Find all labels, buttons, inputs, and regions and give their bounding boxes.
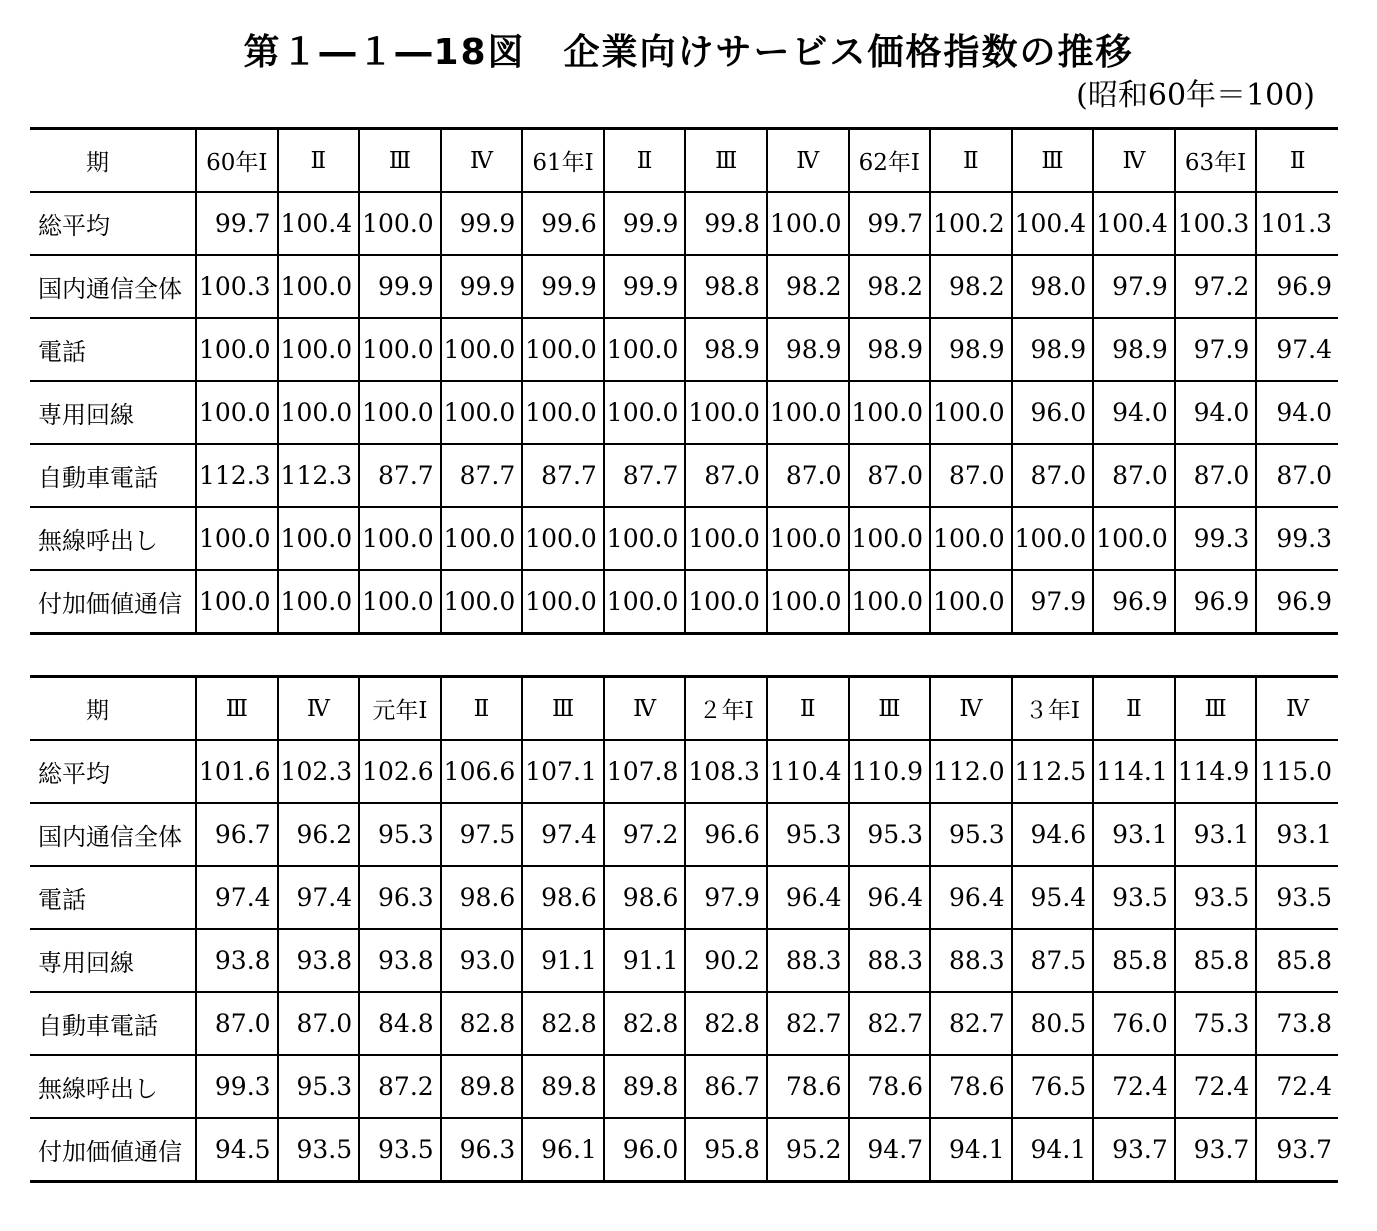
index-value: 72.4 (1175, 1055, 1257, 1118)
index-value: 107.8 (604, 740, 686, 803)
index-value: 100.0 (359, 318, 441, 381)
index-value: 94.0 (1093, 381, 1175, 444)
header-row (30, 129, 1338, 193)
index-value: 100.0 (767, 381, 849, 444)
index-value: 82.8 (685, 992, 767, 1055)
period-header: Ⅲ (196, 677, 278, 741)
index-value: 95.8 (685, 1118, 767, 1182)
index-value: 76.5 (1012, 1055, 1094, 1118)
period-header: Ⅲ (1012, 129, 1094, 193)
index-value: 96.1 (522, 1118, 604, 1182)
index-value: 87.0 (849, 444, 931, 507)
index-value: 96.4 (767, 866, 849, 929)
index-value: 100.0 (196, 318, 278, 381)
table-row (30, 318, 1338, 381)
row-label: 無線呼出し (30, 1055, 196, 1118)
index-value: 100.0 (359, 570, 441, 634)
index-value: 82.8 (604, 992, 686, 1055)
index-value: 80.5 (1012, 992, 1094, 1055)
index-value: 96.3 (441, 1118, 523, 1182)
index-value: 97.5 (441, 803, 523, 866)
index-value: 99.9 (441, 192, 523, 255)
index-value: 87.0 (1256, 444, 1338, 507)
period-header: 63年Ⅰ (1175, 129, 1257, 193)
index-value: 99.9 (604, 255, 686, 318)
index-value: 100.0 (196, 381, 278, 444)
index-value: 110.4 (767, 740, 849, 803)
index-value: 87.7 (604, 444, 686, 507)
index-value: 95.4 (1012, 866, 1094, 929)
period-header: Ⅳ (604, 677, 686, 741)
index-value: 97.4 (278, 866, 360, 929)
index-value: 97.4 (196, 866, 278, 929)
index-value: 98.9 (767, 318, 849, 381)
index-value: 100.0 (849, 381, 931, 444)
index-value: 102.6 (359, 740, 441, 803)
index-value: 89.8 (604, 1055, 686, 1118)
index-value: 88.3 (930, 929, 1012, 992)
row-label: 付加価値通信 (30, 570, 196, 634)
index-value: 99.3 (1256, 507, 1338, 570)
index-value: 100.0 (767, 570, 849, 634)
index-value: 97.2 (604, 803, 686, 866)
period-header: Ⅳ (278, 677, 360, 741)
index-value: 114.9 (1175, 740, 1257, 803)
index-value: 99.7 (196, 192, 278, 255)
index-value: 87.0 (278, 992, 360, 1055)
index-value: 97.9 (1093, 255, 1175, 318)
price-index-table-1 (30, 127, 1338, 635)
index-value: 100.0 (278, 318, 360, 381)
index-value: 94.1 (1012, 1118, 1094, 1182)
index-value: 87.7 (359, 444, 441, 507)
period-header: 61年Ⅰ (522, 129, 604, 193)
index-value: 100.0 (441, 570, 523, 634)
period-header: Ⅲ (685, 129, 767, 193)
table-row (30, 381, 1338, 444)
index-value: 112.5 (1012, 740, 1094, 803)
period-header: Ⅱ (604, 129, 686, 193)
period-header: Ⅱ (278, 129, 360, 193)
index-value: 97.9 (1175, 318, 1257, 381)
table-row (30, 1118, 1338, 1182)
period-header: Ⅲ (849, 677, 931, 741)
index-value: 96.6 (685, 803, 767, 866)
index-value: 98.6 (522, 866, 604, 929)
index-value: 98.2 (849, 255, 931, 318)
index-value: 97.9 (1012, 570, 1094, 634)
index-value: 112.3 (196, 444, 278, 507)
index-value: 98.9 (1012, 318, 1094, 381)
index-value: 97.9 (685, 866, 767, 929)
index-value: 97.2 (1175, 255, 1257, 318)
index-value: 96.0 (604, 1118, 686, 1182)
row-label: 電話 (30, 318, 196, 381)
header-row (30, 677, 1338, 741)
index-value: 100.0 (278, 570, 360, 634)
index-value: 94.6 (1012, 803, 1094, 866)
index-value: 82.8 (441, 992, 523, 1055)
index-value: 100.0 (196, 507, 278, 570)
index-value: 100.2 (930, 192, 1012, 255)
index-value: 108.3 (685, 740, 767, 803)
index-value: 96.7 (196, 803, 278, 866)
index-value: 98.9 (685, 318, 767, 381)
index-value: 73.8 (1256, 992, 1338, 1055)
row-label: 専用回線 (30, 381, 196, 444)
index-value: 98.2 (930, 255, 1012, 318)
index-value: 100.0 (604, 570, 686, 634)
index-value: 94.7 (849, 1118, 931, 1182)
index-value: 100.0 (930, 507, 1012, 570)
table-row (30, 192, 1338, 255)
index-value: 100.0 (767, 507, 849, 570)
index-value: 78.6 (930, 1055, 1012, 1118)
index-value: 93.5 (1093, 866, 1175, 929)
figure-title: 第１―１―18図 企業向けサービス価格指数の推移 (243, 32, 1134, 73)
index-value: 100.0 (278, 255, 360, 318)
index-value: 99.8 (685, 192, 767, 255)
index-value: 106.6 (441, 740, 523, 803)
index-value: 100.0 (522, 570, 604, 634)
index-value: 99.6 (522, 192, 604, 255)
index-value: 98.9 (930, 318, 1012, 381)
index-value: 99.9 (441, 255, 523, 318)
index-value: 100.0 (278, 507, 360, 570)
index-value: 98.8 (685, 255, 767, 318)
index-value: 82.7 (930, 992, 1012, 1055)
index-value: 100.0 (685, 507, 767, 570)
index-value: 95.3 (849, 803, 931, 866)
index-value: 87.0 (767, 444, 849, 507)
period-header: Ⅱ (930, 129, 1012, 193)
index-value: 100.0 (930, 381, 1012, 444)
table-row (30, 929, 1338, 992)
period-label: 期 (30, 129, 196, 193)
index-value: 102.3 (278, 740, 360, 803)
index-value: 88.3 (767, 929, 849, 992)
index-value: 115.0 (1256, 740, 1338, 803)
index-value: 90.2 (685, 929, 767, 992)
index-value: 87.7 (522, 444, 604, 507)
index-value: 96.4 (849, 866, 931, 929)
index-value: 96.4 (930, 866, 1012, 929)
index-value: 96.0 (1012, 381, 1094, 444)
row-label: 専用回線 (30, 929, 196, 992)
index-value: 100.4 (1093, 192, 1175, 255)
index-value: 93.1 (1175, 803, 1257, 866)
index-value: 78.6 (767, 1055, 849, 1118)
index-value: 100.0 (604, 381, 686, 444)
index-value: 100.0 (441, 507, 523, 570)
period-header: Ⅱ (441, 677, 523, 741)
index-value: 72.4 (1093, 1055, 1175, 1118)
index-value: 93.8 (278, 929, 360, 992)
index-value: 88.3 (849, 929, 931, 992)
period-header: Ⅳ (930, 677, 1012, 741)
index-value: 95.2 (767, 1118, 849, 1182)
index-value: 87.5 (1012, 929, 1094, 992)
index-value: 100.3 (1175, 192, 1257, 255)
index-value: 98.0 (1012, 255, 1094, 318)
index-value: 100.0 (685, 381, 767, 444)
index-value: 87.2 (359, 1055, 441, 1118)
index-value: 100.0 (604, 507, 686, 570)
index-value: 76.0 (1093, 992, 1175, 1055)
period-header: Ⅲ (359, 129, 441, 193)
index-value: 96.9 (1175, 570, 1257, 634)
index-value: 93.7 (1175, 1118, 1257, 1182)
index-value: 100.0 (1093, 507, 1175, 570)
index-value: 100.4 (1012, 192, 1094, 255)
index-value: 100.0 (522, 507, 604, 570)
index-value: 93.0 (441, 929, 523, 992)
index-value: 93.5 (278, 1118, 360, 1182)
index-value: 93.1 (1256, 803, 1338, 866)
index-value: 87.0 (930, 444, 1012, 507)
row-label: 付加価値通信 (30, 1118, 196, 1182)
index-value: 107.1 (522, 740, 604, 803)
index-value: 98.2 (767, 255, 849, 318)
table-row (30, 444, 1338, 507)
row-label: 国内通信全体 (30, 803, 196, 866)
index-value: 99.9 (359, 255, 441, 318)
index-value: 100.0 (930, 570, 1012, 634)
index-value: 75.3 (1175, 992, 1257, 1055)
index-value: 93.5 (1256, 866, 1338, 929)
index-value: 100.0 (359, 192, 441, 255)
index-value: 96.2 (278, 803, 360, 866)
index-value: 82.7 (767, 992, 849, 1055)
period-header: Ⅲ (1175, 677, 1257, 741)
index-value: 96.9 (1256, 255, 1338, 318)
index-value: 114.1 (1093, 740, 1175, 803)
index-value: 93.7 (1093, 1118, 1175, 1182)
table-row (30, 507, 1338, 570)
index-value: 78.6 (849, 1055, 931, 1118)
index-value: 97.4 (1256, 318, 1338, 381)
index-value: 95.3 (359, 803, 441, 866)
period-header: Ⅱ (1256, 129, 1338, 193)
period-header: Ⅱ (767, 677, 849, 741)
index-value: 82.7 (849, 992, 931, 1055)
index-value: 100.3 (196, 255, 278, 318)
price-index-table-2 (30, 675, 1338, 1183)
table-row (30, 803, 1338, 866)
index-value: 100.4 (278, 192, 360, 255)
index-value: 93.7 (1256, 1118, 1338, 1182)
period-header: Ⅲ (522, 677, 604, 741)
index-value: 85.8 (1175, 929, 1257, 992)
index-value: 95.3 (278, 1055, 360, 1118)
row-label: 自動車電話 (30, 992, 196, 1055)
row-label: 総平均 (30, 192, 196, 255)
index-value: 93.1 (1093, 803, 1175, 866)
index-value: 100.0 (604, 318, 686, 381)
index-value: 98.9 (1093, 318, 1175, 381)
period-header: Ⅳ (441, 129, 523, 193)
index-value: 94.5 (196, 1118, 278, 1182)
period-header: 62年Ⅰ (849, 129, 931, 193)
period-header: 60年Ⅰ (196, 129, 278, 193)
index-value: 91.1 (604, 929, 686, 992)
index-value: 101.6 (196, 740, 278, 803)
index-value: 95.3 (767, 803, 849, 866)
index-value: 100.0 (359, 507, 441, 570)
row-label: 国内通信全体 (30, 255, 196, 318)
index-value: 87.7 (441, 444, 523, 507)
index-value: 87.0 (685, 444, 767, 507)
index-value: 85.8 (1256, 929, 1338, 992)
period-header: Ⅳ (1093, 129, 1175, 193)
index-value: 110.9 (849, 740, 931, 803)
index-value: 98.6 (441, 866, 523, 929)
index-value: 93.8 (359, 929, 441, 992)
index-value: 91.1 (522, 929, 604, 992)
index-value: 87.0 (1175, 444, 1257, 507)
index-value: 100.0 (278, 381, 360, 444)
index-value: 100.0 (196, 570, 278, 634)
index-value: 84.8 (359, 992, 441, 1055)
index-value: 93.5 (359, 1118, 441, 1182)
index-value: 87.0 (196, 992, 278, 1055)
base-note: (昭和60年＝100) (1076, 78, 1315, 113)
table-row (30, 255, 1338, 318)
index-value: 100.0 (441, 318, 523, 381)
index-value: 85.8 (1093, 929, 1175, 992)
index-value: 99.3 (196, 1055, 278, 1118)
row-label: 自動車電話 (30, 444, 196, 507)
table-row (30, 570, 1338, 634)
index-value: 93.5 (1175, 866, 1257, 929)
row-label: 電話 (30, 866, 196, 929)
index-value: 94.0 (1175, 381, 1257, 444)
index-value: 100.0 (685, 570, 767, 634)
index-value: 100.0 (767, 192, 849, 255)
table-row (30, 992, 1338, 1055)
index-value: 89.8 (522, 1055, 604, 1118)
index-value: 97.4 (522, 803, 604, 866)
period-header: Ⅳ (1256, 677, 1338, 741)
index-value: 87.0 (1012, 444, 1094, 507)
index-value: 82.8 (522, 992, 604, 1055)
period-header: 元年Ⅰ (359, 677, 441, 741)
index-value: 89.8 (441, 1055, 523, 1118)
index-value: 99.7 (849, 192, 931, 255)
index-value: 112.0 (930, 740, 1012, 803)
index-value: 100.0 (849, 507, 931, 570)
index-value: 99.9 (604, 192, 686, 255)
index-value: 94.1 (930, 1118, 1012, 1182)
index-value: 96.9 (1256, 570, 1338, 634)
index-value: 101.3 (1256, 192, 1338, 255)
period-header: ３年Ⅰ (1012, 677, 1094, 741)
index-value: 100.0 (522, 381, 604, 444)
period-header: Ⅱ (1093, 677, 1175, 741)
index-value: 95.3 (930, 803, 1012, 866)
index-value: 94.0 (1256, 381, 1338, 444)
period-label: 期 (30, 677, 196, 741)
index-value: 100.0 (359, 381, 441, 444)
index-value: 87.0 (1093, 444, 1175, 507)
index-value: 96.3 (359, 866, 441, 929)
index-value: 100.0 (522, 318, 604, 381)
index-value: 99.3 (1175, 507, 1257, 570)
index-value: 93.8 (196, 929, 278, 992)
row-label: 総平均 (30, 740, 196, 803)
table-row (30, 1055, 1338, 1118)
index-value: 112.3 (278, 444, 360, 507)
index-value: 98.6 (604, 866, 686, 929)
index-value: 100.0 (1012, 507, 1094, 570)
index-value: 72.4 (1256, 1055, 1338, 1118)
index-value: 96.9 (1093, 570, 1175, 634)
period-header: Ⅳ (767, 129, 849, 193)
table-row (30, 866, 1338, 929)
table-row (30, 740, 1338, 803)
index-value: 100.0 (849, 570, 931, 634)
period-header: ２年Ⅰ (685, 677, 767, 741)
index-value: 99.9 (522, 255, 604, 318)
row-label: 無線呼出し (30, 507, 196, 570)
index-value: 98.9 (849, 318, 931, 381)
index-value: 86.7 (685, 1055, 767, 1118)
index-value: 100.0 (441, 381, 523, 444)
